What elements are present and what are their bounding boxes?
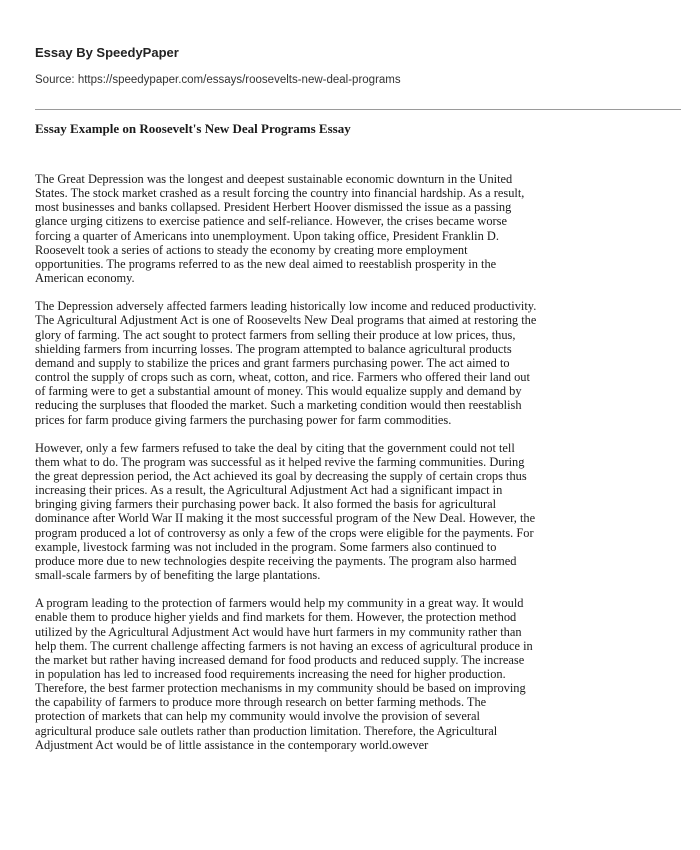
header-divider <box>35 109 681 110</box>
text-line: agricultural produce sale outlets rather than production limitation. Therefore, the Agricultural <box>35 723 498 738</box>
text-line: utilized by the Agricultural Adjustment Act would have hurt farmers in my community rather than <box>35 624 522 639</box>
text-line: enable them to produce higher yields and find markets for them. However, the protection method <box>35 610 517 625</box>
essay-body <box>35 172 681 766</box>
text-line: glance urging citizens to exercise patience and self-reliance. However, the crises became worse <box>35 214 507 229</box>
text-line: A program leading to the protection of farmers would help my community in a great way. It would <box>35 596 524 611</box>
text-line: produce more due to new technologies despite receiving the payments. The program also harmed <box>35 553 517 568</box>
text-line: bringing giving farmers their purchasing power back. It also formed the basis for agricultural <box>35 497 497 512</box>
essay-paragraph <box>35 172 681 285</box>
text-line: shielding farmers from incurring losses. The program attempted to balance agricultural products <box>35 341 512 356</box>
text-line: help them. The current challenge affecting farmers is not having an excess of agricultural produce in <box>35 638 533 653</box>
text-line: of farming were to get a substantial amount of money. This would equalize supply and demand by <box>35 384 522 399</box>
text-line: prices for farm produce giving farmers the purchasing power for farm commodities. <box>35 412 452 427</box>
text-line: protection of markets that can help my community would involve the provision of several <box>35 709 480 724</box>
text-line: Roosevelt took a series of actions to steady the economy by creating more employment <box>35 242 468 257</box>
text-line: example, livestock farming was not included in the program. Some farmers also continued to <box>35 539 497 554</box>
text-line: the market but rather having increased demand for food products and reduced supply. The increase <box>35 652 525 667</box>
text-line: The Great Depression was the longest and deepest sustainable economic downturn in the United <box>35 172 513 186</box>
text-line: States. The stock market crashed as a result forcing the country into financial hardship. As a result, <box>35 186 525 201</box>
text-line: opportunities. The programs referred to as the new deal aimed to reestablish prosperity in the <box>35 256 497 271</box>
text-line: dominance after World War II making it the most successful program of the New Deal. However, the <box>35 511 536 526</box>
text-line: small-scale farmers by of benefiting the large plantations. <box>35 568 321 583</box>
essay-title: Essay Example on Roosevelt's New Deal Programs Essay <box>35 121 351 136</box>
essay-paragraph <box>35 299 681 426</box>
source-line: Source: https://speedypaper.com/essays/roosevelts-new-deal-programs <box>35 74 401 86</box>
text-line: demand and supply to stabilize the prices and grant farmers purchasing power. The act aimed to <box>35 355 510 370</box>
essay-paragraph <box>35 441 681 583</box>
text-line: Adjustment Act would be of little assistance in the contemporary world.owever <box>35 737 429 752</box>
text-line: them what to do. The program was successful as it helped revive the farming communities. During <box>35 454 525 469</box>
text-line: most businesses and banks collapsed. President Herbert Hoover dismissed the issue as a passing <box>35 200 512 215</box>
text-line: American economy. <box>35 271 135 286</box>
document-header-title: Essay By SpeedyPaper <box>35 45 179 60</box>
text-line: However, only a few farmers refused to take the deal by citing that the government could not tell <box>35 440 515 455</box>
text-line: in population has led to increased food requirements increasing the need for higher production. <box>35 667 506 681</box>
text-line: control the supply of crops such as corn, wheat, cotton, and rice. Farmers who offered their land out <box>35 370 530 385</box>
text-line: the capability of farmers to produce more through research on better farming methods. The <box>35 695 487 710</box>
essay-paragraph <box>35 596 681 752</box>
text-line: reducing the surpluses that flooded the market. Such a marketing condition would then reestablish <box>35 398 522 413</box>
text-line: The Depression adversely affected farmers leading historically low income and reduced productivity. <box>35 299 537 314</box>
text-line: Therefore, the best farmer protection mechanisms in my community should be based on improving <box>35 681 526 696</box>
text-line: the great depression period, the Act achieved its goal by decreasing the supply of certain crops thus <box>35 468 527 483</box>
text-line: The Agricultural Adjustment Act is one of Roosevelts New Deal programs that aimed at restoring the <box>35 313 537 328</box>
text-line: program produced a lot of controversy as only a few of the crops were eligible for the payments. For <box>35 525 534 540</box>
text-line: glory of farming. The act sought to protect farmers from selling their produce at low prices, thus, <box>35 327 516 342</box>
text-line: forcing a quarter of Americans into unemployment. Upon taking office, President Franklin D. <box>35 228 499 243</box>
text-line: increasing their prices. As a result, the Agricultural Adjustment Act had a significant impact in <box>35 483 503 498</box>
